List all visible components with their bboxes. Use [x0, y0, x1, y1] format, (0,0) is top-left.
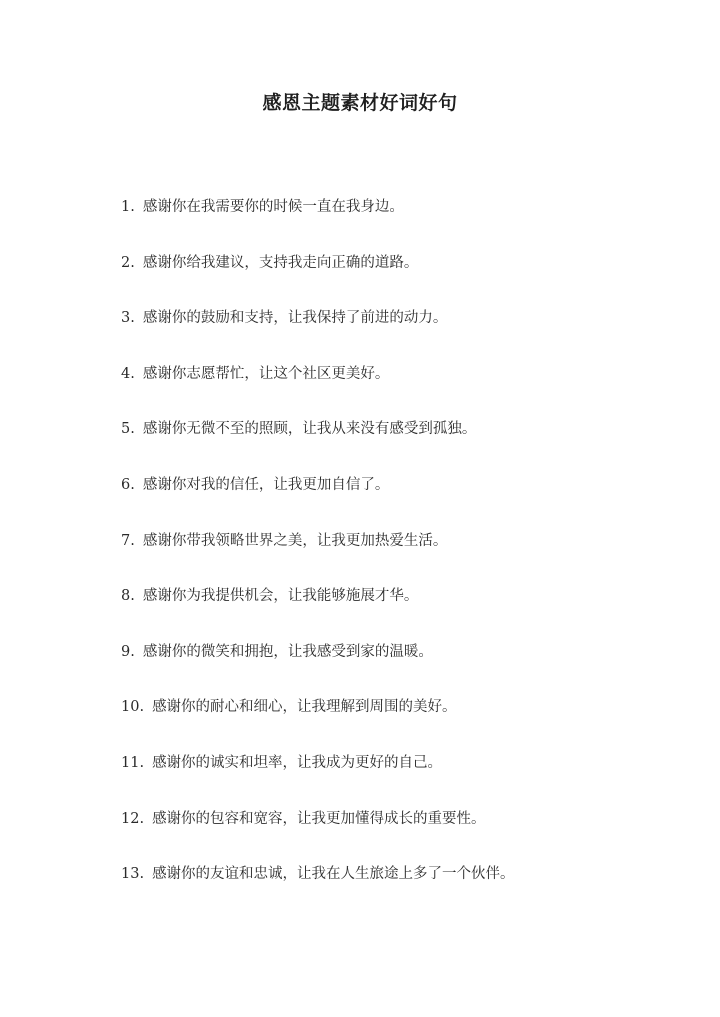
item-number: 13. [121, 866, 145, 883]
item-text: 感谢你志愿帮忙，让这个社区更美好。 [142, 365, 390, 382]
list-item [121, 641, 515, 697]
item-number: 11. [121, 754, 145, 771]
item-text: 感谢你的包容和宽容，让我更加懂得成长的重要性。 [152, 810, 486, 827]
list-item [121, 196, 515, 252]
item-number: 4. [121, 365, 135, 382]
item-number: 12. [121, 810, 145, 827]
list-item [121, 808, 515, 864]
list-item [121, 474, 515, 530]
item-text: 感谢你给我建议，支持我走向正确的道路。 [142, 254, 419, 271]
list-item [121, 696, 515, 752]
list-item [121, 752, 515, 808]
item-text: 感谢你的鼓励和支持，让我保持了前进的动力。 [142, 310, 448, 327]
item-number: 5. [121, 421, 135, 438]
item-number: 9. [121, 643, 135, 660]
item-number: 2. [121, 254, 135, 271]
item-text: 感谢你的耐心和细心，让我理解到周围的美好。 [152, 699, 457, 716]
item-number: 6. [121, 476, 135, 493]
item-number: 1. [121, 199, 135, 215]
item-text: 感谢你在我需要你的时候一直在我身边。 [142, 199, 404, 215]
item-text: 感谢你的友谊和忠诚，让我在人生旅途上多了一个伙伴。 [152, 866, 515, 883]
sentence-list [121, 196, 515, 919]
item-text: 感谢你带我领略世界之美，让我更加热爱生活。 [142, 532, 448, 549]
list-item [121, 585, 515, 641]
item-text: 感谢你的诚实和坦率，让我成为更好的自己。 [152, 754, 443, 771]
page-title: 感恩主题素材好词好句 [262, 92, 458, 114]
list-item [121, 863, 515, 919]
item-number: 8. [121, 588, 135, 605]
list-item [121, 252, 515, 308]
item-number: 3. [121, 310, 135, 327]
item-text: 感谢你的微笑和拥抱，让我感受到家的温暖。 [142, 643, 433, 660]
item-text: 感谢你为我提供机会，让我能够施展才华。 [142, 588, 419, 605]
item-number: 10. [121, 699, 145, 716]
item-number: 7. [121, 532, 135, 549]
list-item [121, 363, 515, 419]
list-item [121, 307, 515, 363]
item-text: 感谢你无微不至的照顾，让我从来没有感受到孤独。 [142, 421, 477, 438]
list-item [121, 418, 515, 474]
list-item [121, 530, 515, 586]
item-text: 感谢你对我的信任，让我更加自信了。 [142, 476, 390, 493]
